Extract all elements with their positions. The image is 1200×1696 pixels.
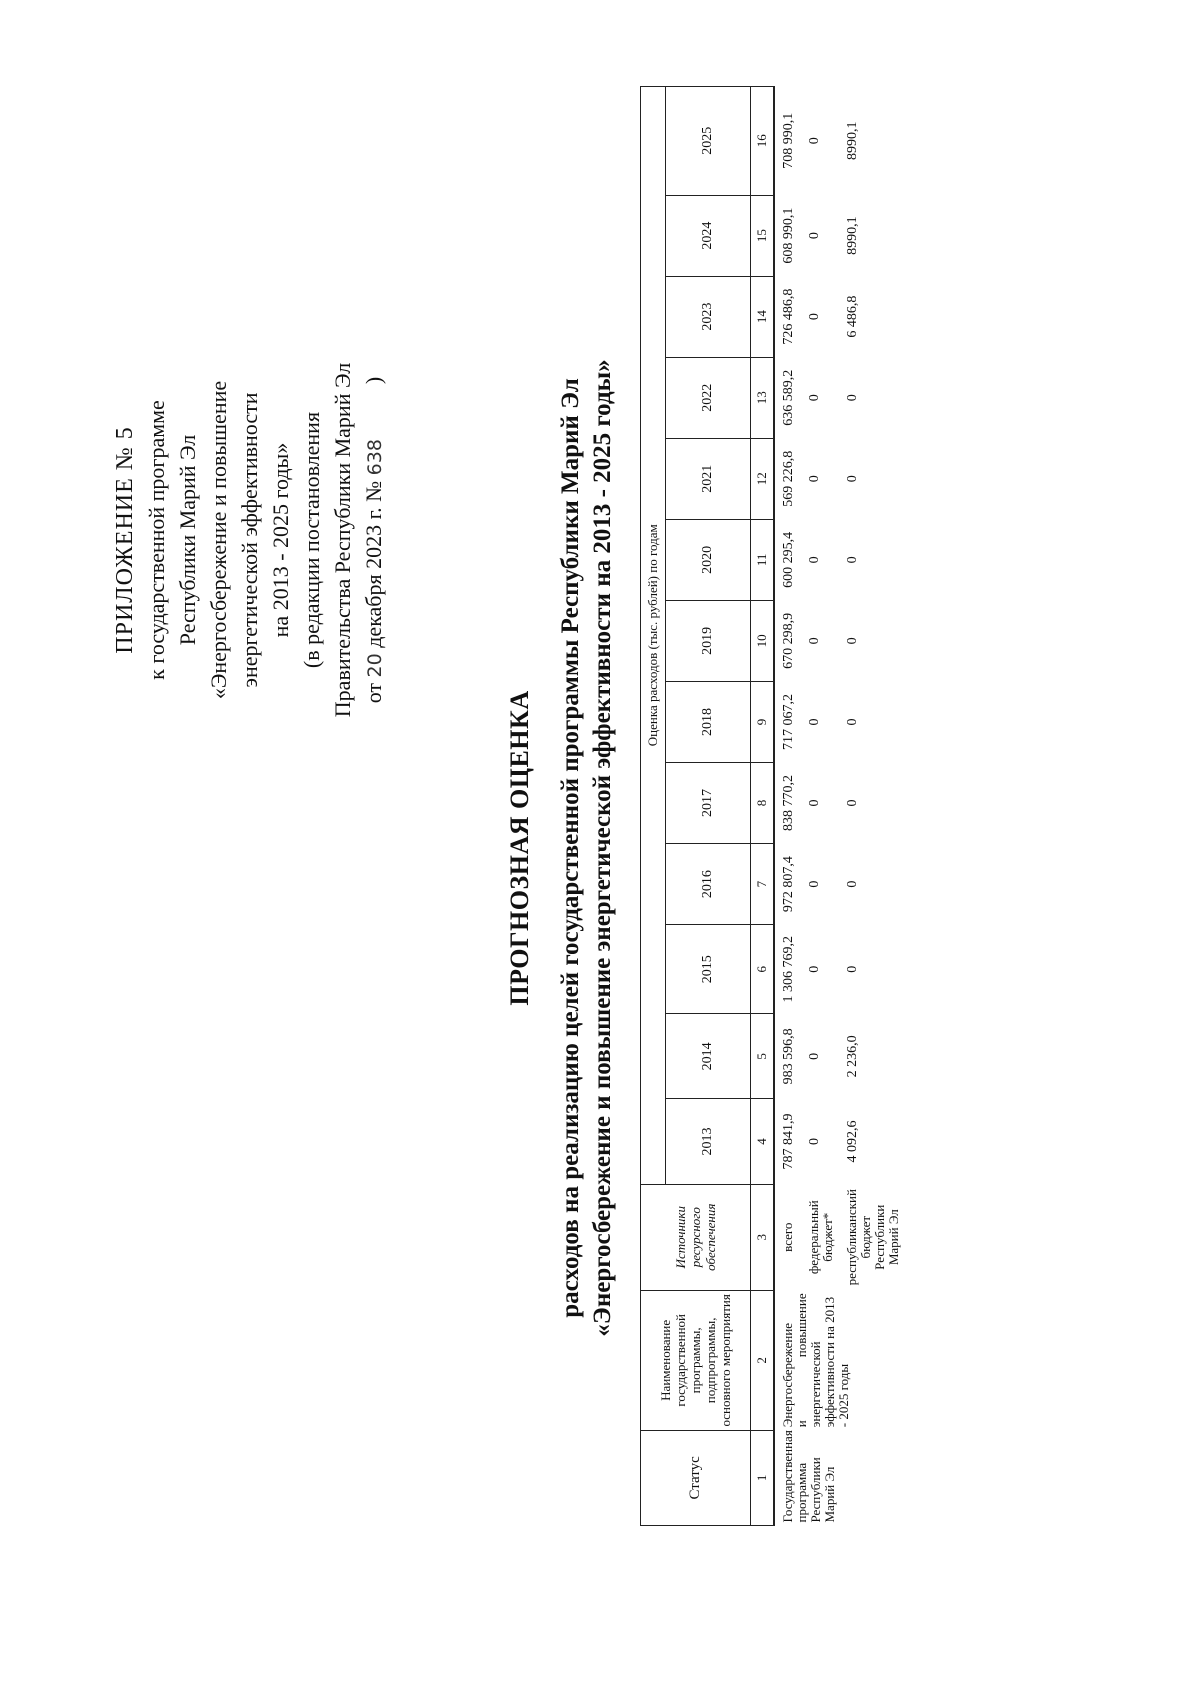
value-cell: 717 067,2	[781, 693, 796, 750]
column-number: 6	[751, 925, 775, 1014]
header-year: 2022	[666, 357, 751, 438]
appendix-line: (в редакции постановления	[299, 411, 324, 669]
header-year: 2017	[666, 763, 751, 844]
value-cell: 1 306 769,2	[781, 935, 796, 1003]
date-close: )	[361, 376, 386, 385]
program-name-word: и	[794, 1420, 809, 1428]
header-year: 2023	[666, 276, 751, 357]
column-number: 8	[751, 763, 775, 844]
value-cell: 4 092,6	[845, 1120, 860, 1163]
value-cell: 0	[845, 718, 860, 726]
subtitle-line: «Энергосбережение и повышение энергетической эффективности на 2013 - 2025 годы»	[589, 359, 616, 1337]
header-year: 2019	[666, 600, 751, 681]
value-cell: 0	[845, 965, 860, 973]
header-year: 2020	[666, 519, 751, 600]
value-cell: 838 770,2	[781, 775, 796, 832]
column-number: 7	[751, 844, 775, 925]
expenses-table-wrapper	[640, 86, 905, 1526]
value-cell: 600 295,4	[781, 531, 796, 588]
value-cell: 8990,1	[845, 216, 860, 255]
value-cell: 636 589,2	[781, 369, 796, 426]
column-number: 15	[751, 195, 775, 276]
value-cell: 972 807,4	[781, 856, 796, 913]
value-cell: 0	[845, 475, 860, 483]
value-cell: 0	[807, 313, 822, 321]
header-year: 2021	[666, 438, 751, 519]
header-source: Источники ресурсного обеспечения	[641, 1184, 751, 1290]
value-cell: 608 990,1	[781, 207, 796, 264]
appendix-line: к государственной программе	[144, 400, 169, 680]
program-name-justified-line	[795, 1293, 809, 1427]
source-cell: республиканский бюджет Республики Марий Эл	[844, 1189, 901, 1286]
value-cell: 569 226,8	[781, 450, 796, 507]
header-year: 2025	[666, 87, 751, 196]
value-cell: 8990,1	[845, 121, 860, 161]
value-cell: 0	[807, 718, 822, 726]
document-title: ПРОГНОЗНАЯ ОЦЕНКА	[505, 690, 534, 1006]
header-year: 2015	[666, 925, 751, 1014]
value-cell: 0	[845, 880, 860, 888]
column-number: 2	[751, 1290, 775, 1430]
header-year: 2024	[666, 195, 751, 276]
appendix-line: энергетической эффективности	[237, 392, 262, 688]
decree-number: 638	[364, 439, 386, 476]
column-number: 3	[751, 1184, 775, 1290]
value-cell: 0	[807, 880, 822, 888]
header-name: Наименование государственной программы, подпрограммы, основного мероприятия	[641, 1290, 751, 1430]
appendix-line: Республики Марий Эл	[175, 434, 200, 646]
value-cell: 0	[807, 1052, 822, 1060]
program-name-rest: энергетической эффективности на 2013 - 2025 годы	[808, 1296, 851, 1428]
value-cell: 0	[845, 394, 860, 402]
program-name	[774, 1290, 905, 1430]
date-middle: декабря 2023 г. №	[361, 480, 386, 648]
value-cell: 6 486,8	[845, 295, 860, 338]
value-cell: 670 298,9	[781, 612, 796, 669]
value-cell: 726 486,8	[781, 288, 796, 345]
header-year: 2014	[666, 1014, 751, 1099]
program-status: Государственная программа Республики Марий Эл	[780, 1430, 837, 1523]
column-number: 1	[751, 1430, 775, 1525]
source-cell: федеральный бюджет*	[806, 1200, 835, 1275]
value-cell: 708 990,1	[781, 112, 796, 169]
value-cell: 0	[807, 556, 822, 564]
date-prefix: от	[361, 682, 386, 704]
column-number: 13	[751, 357, 775, 438]
appendix-header	[110, 280, 391, 800]
program-name-line: Энергосбережение	[780, 1322, 795, 1428]
column-number: 4	[751, 1099, 775, 1184]
column-number: 11	[751, 519, 775, 600]
appendix-line: «Энергосбережение и повышение	[206, 380, 231, 700]
value-cell: 0	[807, 394, 822, 402]
value-cell: 0	[807, 232, 822, 240]
column-number: 9	[751, 681, 775, 762]
value-cell: 0	[807, 965, 822, 973]
value-cell: 983 596,8	[781, 1028, 796, 1085]
value-cell: 0	[845, 556, 860, 564]
document-subtitle	[555, 0, 619, 1696]
header-year: 2018	[666, 681, 751, 762]
decree-date-line	[358, 280, 391, 800]
expenses-table	[640, 86, 905, 1526]
header-expenses-by-year: Оценка расходов (тыс. рублей) по годам	[641, 87, 666, 1185]
value-cell: 787 841,9	[781, 1113, 796, 1170]
value-cell: 0	[807, 137, 822, 145]
value-cell: 2 236,0	[845, 1035, 860, 1078]
header-year: 2013	[666, 1099, 751, 1184]
appendix-line: Правительства Республики Марий Эл	[330, 362, 355, 718]
appendix-number: ПРИЛОЖЕНИЕ № 5	[112, 426, 138, 654]
column-number: 10	[751, 600, 775, 681]
subtitle-line: расходов на реализацию целей государственной программы Республики Марий Эл	[557, 378, 584, 1318]
column-number: 16	[751, 87, 775, 196]
column-number: 12	[751, 438, 775, 519]
table-row	[774, 87, 801, 1526]
program-name-word: повышение	[794, 1293, 809, 1358]
value-cell: 0	[807, 799, 822, 807]
header-status: Статус	[641, 1430, 751, 1525]
value-cell: 0	[807, 1137, 822, 1145]
column-number: 14	[751, 276, 775, 357]
column-number: 5	[751, 1014, 775, 1099]
value-cell: 0	[845, 637, 860, 645]
header-year: 2016	[666, 844, 751, 925]
appendix-line: на 2013 - 2025 годы»	[268, 442, 293, 638]
source-cell: всего	[780, 1222, 795, 1252]
value-cell: 0	[845, 799, 860, 807]
value-cell: 0	[807, 637, 822, 645]
value-cell: 0	[807, 475, 822, 483]
date-day: 20	[364, 653, 386, 678]
